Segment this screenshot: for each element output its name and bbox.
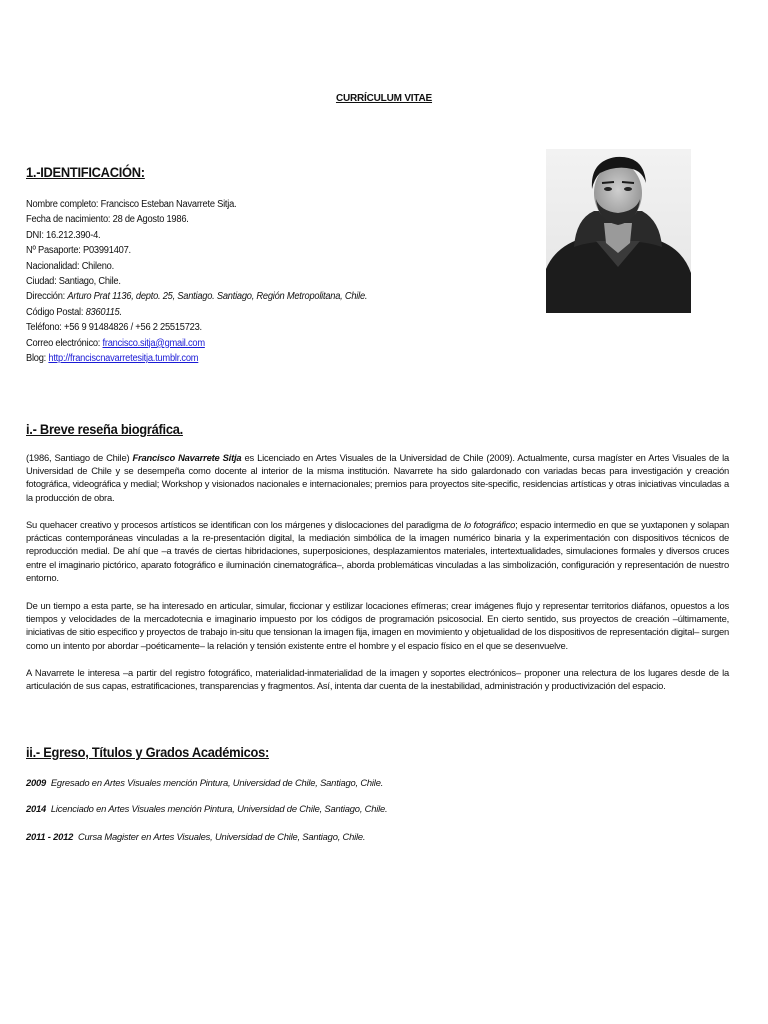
birth-value: 28 de Agosto 1986. <box>112 214 189 226</box>
bio-paragraph-4: A Navarrete le interesa –a partir del registro fotográfico, materialidad-inmaterialidad de la imagen y soportes electrónicos– proponer una relectura de los lugares desde de la articulación de sus capas, estratificaciones, transparencias y fragmentos. Así, intenta dar cuenta de la inestabilidad, administración y productivización del espacio. <box>26 667 729 692</box>
email-line <box>26 336 367 351</box>
full-name-label: Nombre completo: <box>26 199 99 210</box>
degree-year: 2009 <box>26 777 47 788</box>
full-name-line <box>26 197 367 212</box>
identification-heading: 1.-IDENTIFICACIÓN: <box>26 164 145 180</box>
profile-photo <box>546 149 691 313</box>
city-value: Santiago, Chile. <box>58 276 121 288</box>
degree-year: 2014 <box>26 803 47 814</box>
nationality-label: Nacionalidad: <box>26 260 80 272</box>
bio-paragraph-2 <box>26 518 729 584</box>
degree-item <box>26 777 383 788</box>
dni-value: 16.212.390-4. <box>46 229 101 241</box>
document-title: CURRÍCULUM VITAE <box>335 93 433 104</box>
birth-line <box>26 212 367 227</box>
profile-photo-image <box>546 149 691 313</box>
bio-p1-start: (1986, Santiago de Chile) <box>26 452 130 463</box>
passport-line <box>26 243 367 258</box>
blog-link[interactable]: http://franciscnavarretesitja.tumblr.com <box>48 353 199 365</box>
bio-paragraph-3: De un tiempo a esta parte, se ha interesado en articular, simular, ficcionar y estilizar locaciones efímeras; crear imágenes flujo y representar territorios diáfanos, opuestos a los tiempos y velocidades de la mercadotecnia e imaginario impuesto por los códigos de programación psicosocial. En cierto sentido, sus proyectos de creación –últimamente, iniciativas de sitio especifico y proyectos de trabajo in-situ que tensionan la imagen fija, imagen en movimiento y objetualidad de los dispositivos de representación digital– surgen como un intento por abordar –poéticamente– la relación y tensión existente entre el hombre y el espacio físico en el que se desenvuelve. <box>26 600 729 651</box>
degree-text: Cursa Magister en Artes Visuales, Universidad de Chile, Santiago, Chile. <box>77 831 366 842</box>
bio-p2-italic: lo fotográfico <box>463 519 516 530</box>
blog-line <box>26 351 367 366</box>
passport-value: P03991407. <box>83 245 131 257</box>
degrees-heading: ii.- Egreso, Títulos y Grados Académicos: <box>26 744 270 760</box>
phone-value: +56 9 91484826 / +56 2 25515723. <box>64 322 202 334</box>
email-label: Correo electrónico: <box>26 337 101 349</box>
bio-p2-rest: ; espacio intermedio en que se yuxtaponen y solapan prácticas contemporáneas vinculadas a la re-presentación digital, la mediación simbólica de la imagen numérico binaria y la experimentación con dispositivos técnicos de reproducción medial. De ahí que –a través de ciertas hibridaciones, superposiciones, desplazamientos materiales, intertextualidades, simulaciones formales y diversos cruces entre el imaginario pictórico, aparato fotográfico e iluminación cinematográfica–, aborda problemáticas vinculadas a las simbolización, configuración y representación de nuestro entorno. <box>26 519 729 583</box>
bio-p1-rest: es Licenciado en Artes Visuales de la Universidad de Chile (2009). Actualmente, cursa magíster en Artes Visuales de la Universidad de Chile y se desempeña como docente al interior de la misma institución. Navarrete ha sido galardonado con variadas becas para investigación y creación fotográfica, videográfica y medial; Workshop y visionados nacionales e internacionales; premios para proyectos site-specific, residencias artísticas y otras iniciativas vinculadas a la producción de obra. <box>26 452 730 503</box>
nationality-line <box>26 259 367 274</box>
postal-label: Código Postal: <box>26 306 84 318</box>
bio-p1-name: Francisco Navarrete Sitja <box>132 452 242 463</box>
birth-label: Fecha de nacimiento: <box>26 214 111 226</box>
postal-line <box>26 305 367 320</box>
bio-p2-start: Su quehacer creativo y procesos artísticos se identifican con los márgenes y dislocaciones del paradigma de <box>26 519 462 530</box>
postal-value: 8360115. <box>85 306 122 318</box>
city-label: Ciudad: <box>26 276 57 288</box>
address-label: Dirección: <box>26 291 66 303</box>
blog-label: Blog: <box>26 353 47 365</box>
address-value: Arturo Prat 1136, depto. 25, Santiago. Santiago, Región Metropolitana, Chile. <box>67 291 368 303</box>
degree-item <box>26 803 387 814</box>
dni-line <box>26 228 367 243</box>
full-name-value: Francisco Esteban Navarrete Sitja. <box>100 199 237 210</box>
dni-label: DNI: <box>26 229 44 241</box>
bio-heading: i.- Breve reseña biográfica. <box>26 421 183 437</box>
email-link[interactable]: francisco.sitja@gmail.com <box>102 337 205 349</box>
identification-list <box>26 197 393 366</box>
degree-text: Licenciado en Artes Visuales mención Pintura, Universidad de Chile, Santiago, Chile. <box>50 803 388 814</box>
address-line <box>26 289 367 304</box>
degree-item <box>26 831 365 842</box>
degree-year: 2011 - 2012 <box>26 831 74 842</box>
bio-paragraph-1 <box>26 451 729 504</box>
phone-label: Teléfono: <box>26 322 62 334</box>
phone-line <box>26 320 367 335</box>
city-line <box>26 274 367 289</box>
nationality-value: Chileno. <box>81 260 114 272</box>
degree-text: Egresado en Artes Visuales mención Pintura, Universidad de Chile, Santiago, Chile. <box>50 777 384 788</box>
passport-label: Nº Pasaporte: <box>26 245 81 257</box>
